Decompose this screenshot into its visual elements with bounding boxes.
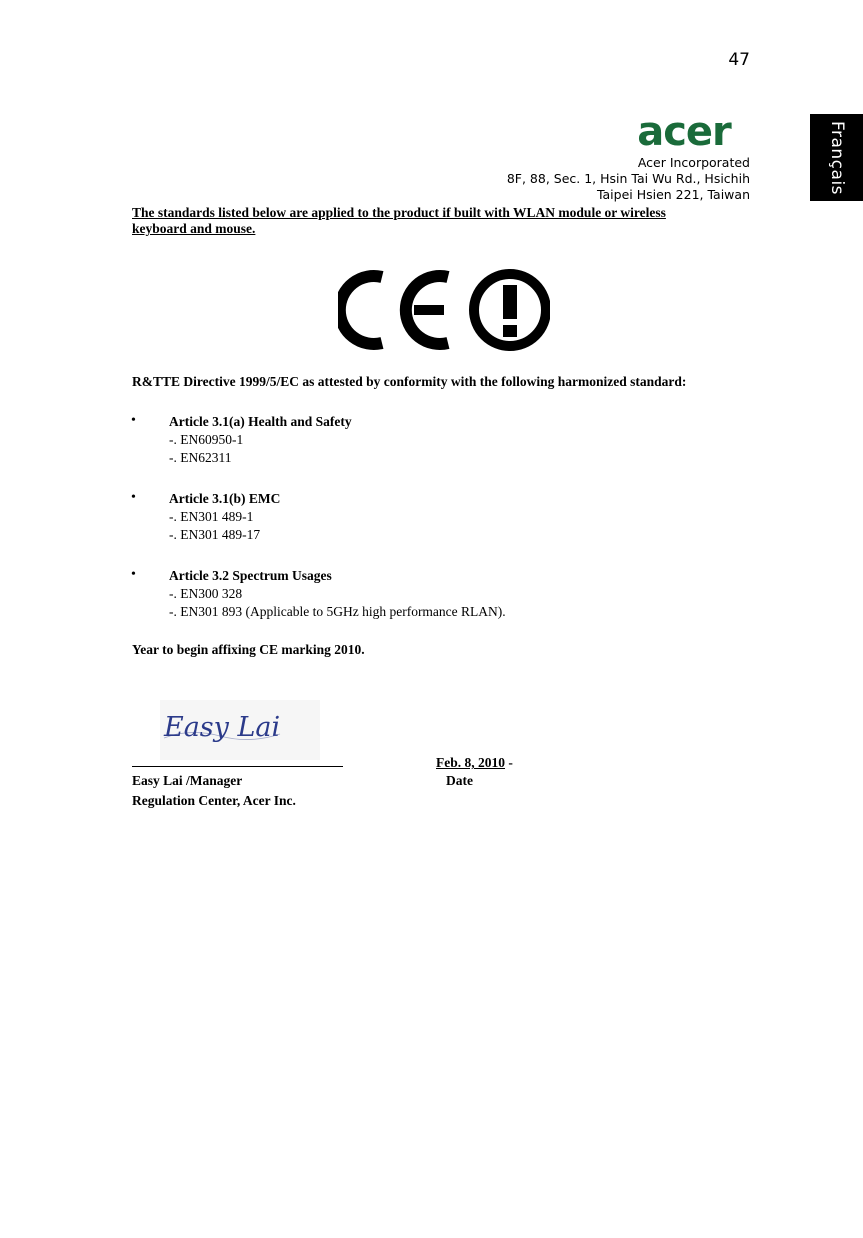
standard-item: -. EN301 893 (Applicable to 5GHz high performance RLAN). [169, 604, 506, 619]
standard-item: -. EN301 489-17 [169, 527, 261, 542]
date-suffix: - [508, 755, 513, 770]
bullet-icon: • [131, 413, 136, 428]
standard-item: -. EN60950-1 [169, 432, 244, 447]
alert-mark-icon [474, 274, 546, 346]
signature-text: Easy Lai [164, 712, 281, 743]
directive-statement: R&TTE Directive 1999/5/EC as attested by conformity with the following harmonized standard: [132, 374, 687, 389]
signature-line [132, 766, 343, 767]
standard-item: -. EN62311 [169, 450, 232, 465]
article-title: Article 3.1(a) Health and Safety [169, 414, 352, 429]
standard-item: -. EN301 489-1 [169, 509, 254, 524]
article-title: Article 3.1(b) EMC [169, 491, 281, 506]
ce-alert-marks [338, 265, 550, 355]
bullet-icon: • [131, 567, 136, 582]
intro-line-2: keyboard and mouse. [132, 221, 256, 236]
intro-statement [132, 205, 732, 237]
intro-line-1: The standards listed below are applied to the product if built with WLAN module or wireless [132, 205, 666, 220]
signer-organization: Regulation Center, Acer Inc. [132, 793, 296, 808]
article-title: Article 3.2 Spectrum Usages [169, 568, 332, 583]
ce-mark-icon [340, 276, 448, 344]
language-side-tab-label: Français [826, 120, 847, 195]
date-value: Feb. 8, 2010 [436, 755, 505, 770]
acer-logo-text: acer [637, 113, 731, 151]
bullet-icon: • [131, 490, 136, 505]
signature-date [436, 755, 513, 771]
acer-logo [620, 113, 748, 151]
date-label: Date [446, 773, 473, 788]
handwritten-signature [160, 700, 320, 760]
page-number: 47 [728, 50, 750, 70]
address-line-1: 8F, 88, Sec. 1, Hsin Tai Wu Rd., Hsichih [506, 171, 750, 186]
language-side-tab [810, 114, 863, 201]
standard-item: -. EN300 328 [169, 586, 243, 601]
address-line-2: Taipei Hsien 221, Taiwan [596, 187, 750, 202]
company-name: Acer Incorporated [637, 155, 750, 170]
signer-name-title: Easy Lai /Manager [132, 773, 243, 788]
year-statement: Year to begin affixing CE marking 2010. [132, 642, 365, 657]
